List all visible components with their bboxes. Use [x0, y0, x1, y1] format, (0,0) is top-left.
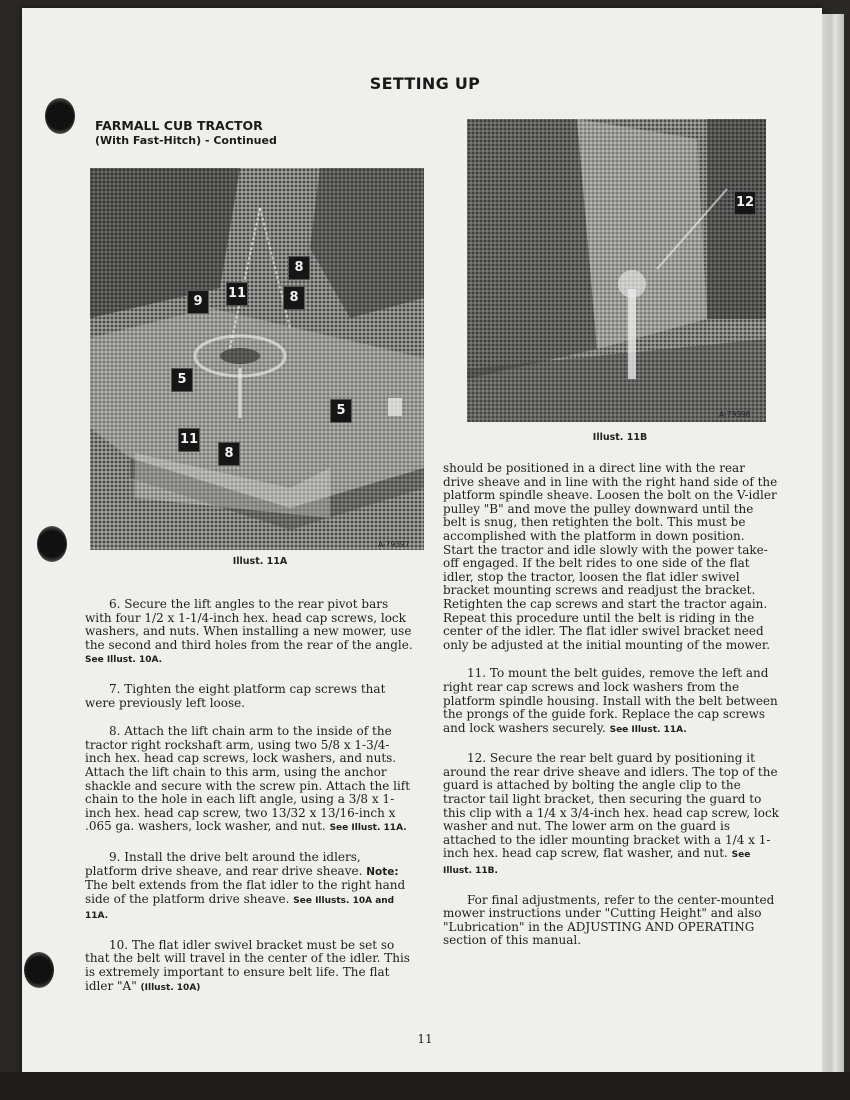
step-7: 7. Tighten the eight platform cap screws that were previously left loose. [85, 681, 386, 710]
page-header: SETTING UP [369, 74, 481, 93]
callout-8: 8 [288, 256, 310, 280]
step-10-continued: should be positioned in a direct line with the rear drive sheave and in line with the right hand side of the platform spindle sheave. Loosen the bolt on the V-idler pulley "B" and move the pulley downward until the belt is snug, then retighten the bolt. This must be accomplished with the platform in down position. Start the tractor and idle slowly with the power take-off engaged. If the belt rides to one side of the flat idler, stop the tractor, loosen the flat idler swivel bracket mounting screws and readjust the bracket. Retighten the cap screws and start the tractor again. Repeat this procedure until the belt is riding in the center of the idler. The flat idler swivel bracket need only be adjusted at the initial mounting of the mower. [443, 461, 778, 652]
step-8: 8. Attach the lift chain arm to the inside of the tractor right rockshaft arm, using two 5/8 x 1-3/4-inch hex. head cap screws, lock washers, and nuts. Attach the lift chain to this arm, using the anchor shackle and secure with the screw pin. Attach the lift chain to the hole in each lift angle, using a 3/8 x 1-inch hex. head cap screw, two 13/32 x 13/16-inch x .065 ga. washers, lock washer, and nut. See Illust. 11A. [85, 724, 411, 834]
callout-11: 11 [226, 282, 248, 306]
step-10: 10. The flat idler swivel bracket must be set so that the belt will travel in the center of the idler. This is extremely important to ensure belt life. The flat idler "A" (Illust. 10A) [85, 937, 410, 993]
final-adjustments: For final adjustments, refer to the center-mounted mower instructions under "Cutting Height" and also "Lubrication" in the ADJUSTING AND OPERATING section of this manual. [443, 892, 775, 948]
binder-hole-middle [37, 526, 67, 562]
callout-5: 5 [330, 399, 352, 423]
illustration-11a-photo [90, 168, 424, 550]
illustration-11a-caption: Illust. 11A [232, 556, 288, 567]
right-column [443, 462, 779, 963]
callout-8: 8 [218, 442, 240, 466]
callout-8: 8 [283, 286, 305, 310]
illustration-11a-drawing [90, 168, 424, 550]
catalog-number: A-79397 [378, 540, 410, 549]
binder-hole-top [45, 98, 75, 134]
page-stack-edge [822, 14, 844, 1076]
illustration-11b-caption: Illust. 11B [592, 432, 648, 443]
section-title: FARMALL CUB TRACTOR [95, 118, 263, 133]
scanner-background [0, 1072, 850, 1100]
page-number: 11 [417, 1032, 433, 1046]
catalog-number: A-79398 [719, 410, 751, 419]
illustration-11b-drawing [467, 119, 766, 422]
callout-12: 12 [734, 191, 756, 215]
section-subtitle: (With Fast-Hitch) - Continued [95, 134, 277, 147]
callout-9: 9 [187, 290, 209, 314]
left-column [85, 598, 415, 1010]
illustration-11b-photo [467, 119, 766, 422]
step-12: 12. Secure the rear belt guard by positioning it around the rear drive sheave and idlers. The top of the guard is attached by bolting the angle clip to the tractor tail light bracket, then securing the guard to this clip with a 1/4 x 3/4-inch hex. head cap screw, lock washer and nut. The lower arm on the guard is attached to the idler mounting bracket with a 1/4 x 1-inch hex. head cap screw, flat washer, and nut. See Illust. 11B. [443, 751, 779, 877]
binder-hole-bottom [24, 952, 54, 988]
callout-11: 11 [178, 428, 200, 452]
step-11: 11. To mount the belt guides, remove the left and right rear cap screws and lock washers from the platform spindle housing. Install with the belt between the prongs of the guide fork. Replace the cap screws and lock washers securely. See Illust. 11A. [443, 666, 778, 735]
callout-5: 5 [171, 368, 193, 392]
step-9: 9. Install the drive belt around the idlers, platform drive sheave, and rear drive sheave. Note: The belt extends from the flat idler to the right hand side of the platform drive sheave. See Illusts. 10A and 11A. [85, 849, 406, 922]
step-6: 6. Secure the lift angles to the rear pivot bars with four 1/2 x 1-1/4-inch hex. head cap screws, lock washers, and nuts. When installing a new mower, use the second and third holes from the rear of the angle. See Illust. 10A. [85, 597, 413, 666]
